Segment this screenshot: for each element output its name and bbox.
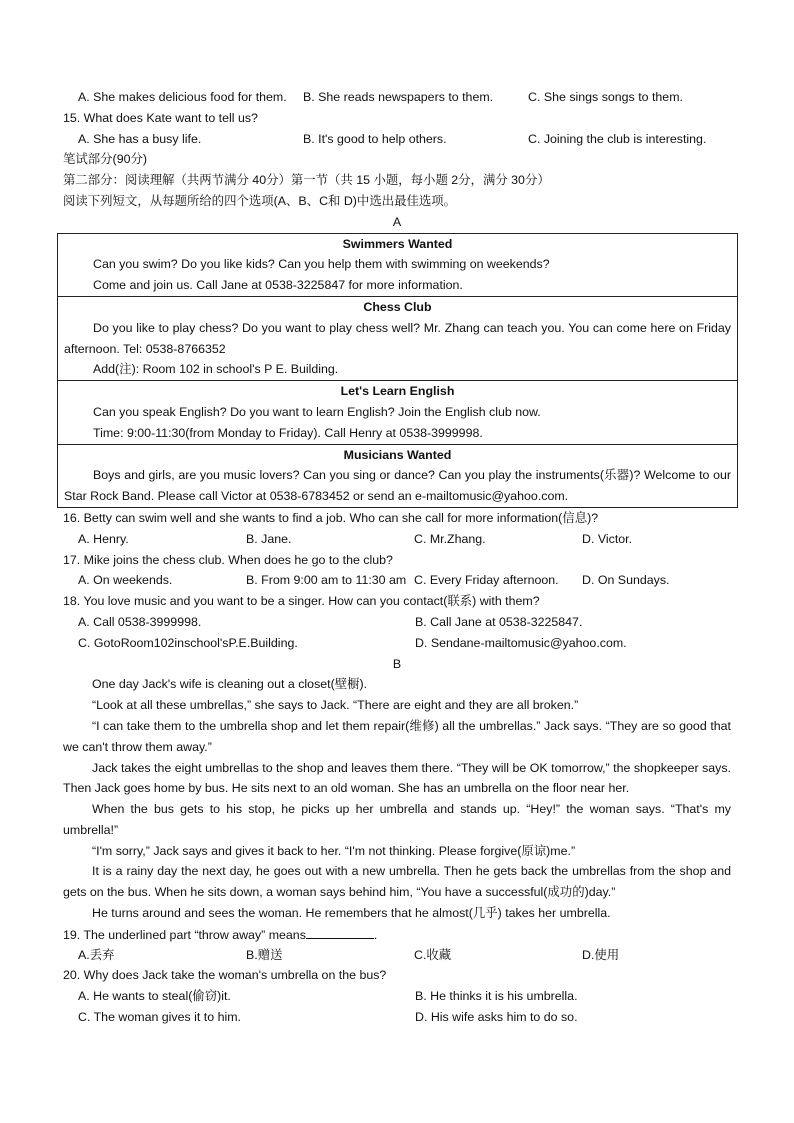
q19-stem bbox=[63, 924, 731, 945]
q16-stem: 16. Betty can swim well and she wants to find a job. Who can she call for more information(信息)? bbox=[63, 510, 599, 525]
q15-option-a: A. She has a busy life. bbox=[78, 131, 202, 146]
q18-option-a: A. Call 0538-3999998. bbox=[78, 614, 202, 629]
q19-option-a: A.丢弃 bbox=[78, 947, 115, 962]
exam-page bbox=[63, 87, 731, 1028]
q17-option-b: B. From 9:00 am to 11:30 am bbox=[246, 573, 407, 588]
reading-instruction: 阅读下列短文，从每题所给的四个选项(A、B、C和 D)中选出最佳选项。 bbox=[63, 193, 457, 208]
ad-text: Can you swim? Do you like kids? Can you help them with swimming on weekends? bbox=[93, 257, 550, 272]
passage-b-paragraph: “Look at all these umbrellas,” she says to Jack. “There are eight and they are all broken.” bbox=[92, 698, 579, 713]
ad-text: Add(注): Room 102 in school's P E. Building. bbox=[93, 362, 339, 377]
q15-stem: 15. What does Kate want to tell us? bbox=[63, 110, 258, 125]
q16-options bbox=[63, 529, 731, 550]
q20-option-a: A. He wants to steal(偷窃)it. bbox=[78, 989, 231, 1004]
q19-option-d: D.使用 bbox=[582, 947, 620, 962]
passage-b-label: B bbox=[392, 656, 402, 671]
passage-b-paragraph: He turns around and sees the woman. He remembers that he almost(几乎) takes her umbrella. bbox=[92, 906, 611, 921]
q18-options-row2 bbox=[63, 633, 731, 654]
q15-option-c: C. Joining the club is interesting. bbox=[528, 131, 707, 146]
q17-option-d: D. On Sundays. bbox=[582, 573, 670, 588]
ad-title: Swimmers Wanted bbox=[342, 236, 453, 251]
q19-stem-text: 19. The underlined part “throw away” means bbox=[63, 927, 306, 942]
q19-option-c: C.收藏 bbox=[414, 947, 452, 962]
q20-option-b: B. He thinks it is his umbrella. bbox=[415, 989, 578, 1004]
q17-stem: 17. Mike joins the chess club. When does he go to the club? bbox=[63, 552, 393, 567]
q16-option-d: D. Victor. bbox=[582, 531, 633, 546]
q19-stem-end: . bbox=[373, 927, 378, 942]
ad-title: Chess Club bbox=[363, 299, 432, 314]
q19-option-b: B.赠送 bbox=[246, 947, 283, 962]
q15-option-b: B. It's good to help others. bbox=[303, 131, 447, 146]
ad-lets-learn-english bbox=[58, 380, 737, 443]
passage-b-paragraph: “I'm sorry,” Jack says and gives it back to her. “I'm not thinking. Please forgive(原谅)me.” bbox=[92, 843, 576, 858]
q16-option-a: A. Henry. bbox=[78, 531, 129, 546]
q18-option-b: B. Call Jane at 0538-3225847. bbox=[415, 614, 583, 629]
passage-a-box bbox=[57, 233, 738, 508]
q16-option-b: B. Jane. bbox=[246, 531, 292, 546]
passage-b-paragraph: When the bus gets to his stop, he picks up her umbrella and stands up. “Hey!” the woman says. “That's my umbrella!” bbox=[63, 802, 731, 837]
ad-swimmers-wanted bbox=[58, 234, 737, 296]
written-part-heading: 笔试部分(90分) bbox=[63, 152, 147, 167]
q14-option-a: A. She makes delicious food for them. bbox=[78, 90, 287, 104]
ad-text: Boys and girls, are you music lovers? Can you sing or dance? Can you play the instruments(乐器)? Welcome to our Star Rock Band. Please call Victor at 0538-6783452 or send an e-mailtomusic@yahoo.com. bbox=[64, 468, 731, 504]
ad-title: Let's Learn English bbox=[340, 384, 455, 399]
q18-stem: 18. You love music and you want to be a singer. How can you contact(联系) with them? bbox=[63, 594, 540, 609]
ad-musicians-wanted bbox=[58, 444, 737, 507]
passage-a-label: A bbox=[392, 214, 402, 229]
q20-option-d: D. His wife asks him to do so. bbox=[415, 1010, 578, 1025]
ad-text: Time: 9:00-11:30(from Monday to Friday). Call Henry at 0538-3999998. bbox=[93, 425, 483, 440]
ad-chess-club bbox=[58, 296, 737, 380]
q20-option-c: C. The woman gives it to him. bbox=[78, 1010, 241, 1025]
q17-option-a: A. On weekends. bbox=[78, 573, 173, 588]
ad-text: Do you like to play chess? Do you want to play chess well? Mr. Zhang can teach you. You can come here on Friday afternoon. Tel: 0538-8766352 bbox=[64, 320, 731, 356]
q16-option-c: C. Mr.Zhang. bbox=[414, 531, 486, 546]
ad-text: Come and join us. Call Jane at 0538-3225847 for more information. bbox=[93, 278, 463, 293]
ad-title: Musicians Wanted bbox=[343, 447, 452, 462]
passage-b-paragraph: Jack takes the eight umbrellas to the shop and leaves them there. “They will be OK tomorrow,” the shopkeeper says. Then Jack goes home by bus. He sits next to an old woman. She has an umbrella on the floor near her. bbox=[63, 760, 731, 796]
passage-b-paragraph: One day Jack's wife is cleaning out a closet(壁橱). bbox=[92, 677, 368, 692]
ad-text: Can you speak English? Do you want to learn English? Join the English club now. bbox=[93, 404, 541, 419]
q17-options bbox=[63, 570, 731, 591]
q14-options bbox=[63, 87, 731, 108]
q17-option-c: C. Every Friday afternoon. bbox=[414, 573, 559, 588]
q19-options bbox=[63, 945, 731, 966]
q15-options bbox=[63, 129, 731, 150]
q14-option-c: C. She sings songs to them. bbox=[528, 90, 683, 104]
q20-options-row2 bbox=[63, 1007, 731, 1028]
passage-b-paragraph: “I can take them to the umbrella shop and let them repair(维修) all the umbrellas.” Jack says. “They are so good that we can't throw them away.” bbox=[63, 718, 731, 754]
q18-option-c: C. GotoRoom102inschool'sP.E.Building. bbox=[78, 635, 298, 650]
part2-title: 第二部分：阅读理解（共两节满分 40分）第一节（共 15 小题，每小题 2分，满分 30分） bbox=[63, 173, 550, 188]
q20-stem: 20. Why does Jack take the woman's umbrella on the bus? bbox=[63, 968, 387, 983]
passage-b-paragraph: It is a rainy day the next day, he goes out with a new umbrella. Then he gets back the umbrellas from the shop and gets on the bus. When he sits down, a woman says behind him, “You have a successful(成功的)day.” bbox=[63, 864, 731, 900]
q18-option-d: D. Sendane-mailtomusic@yahoo.com. bbox=[415, 635, 627, 650]
q20-options-row1 bbox=[63, 986, 731, 1007]
q18-options-row1 bbox=[63, 612, 731, 633]
q14-option-b: B. She reads newspapers to them. bbox=[303, 90, 494, 104]
answer-blank bbox=[306, 924, 374, 939]
